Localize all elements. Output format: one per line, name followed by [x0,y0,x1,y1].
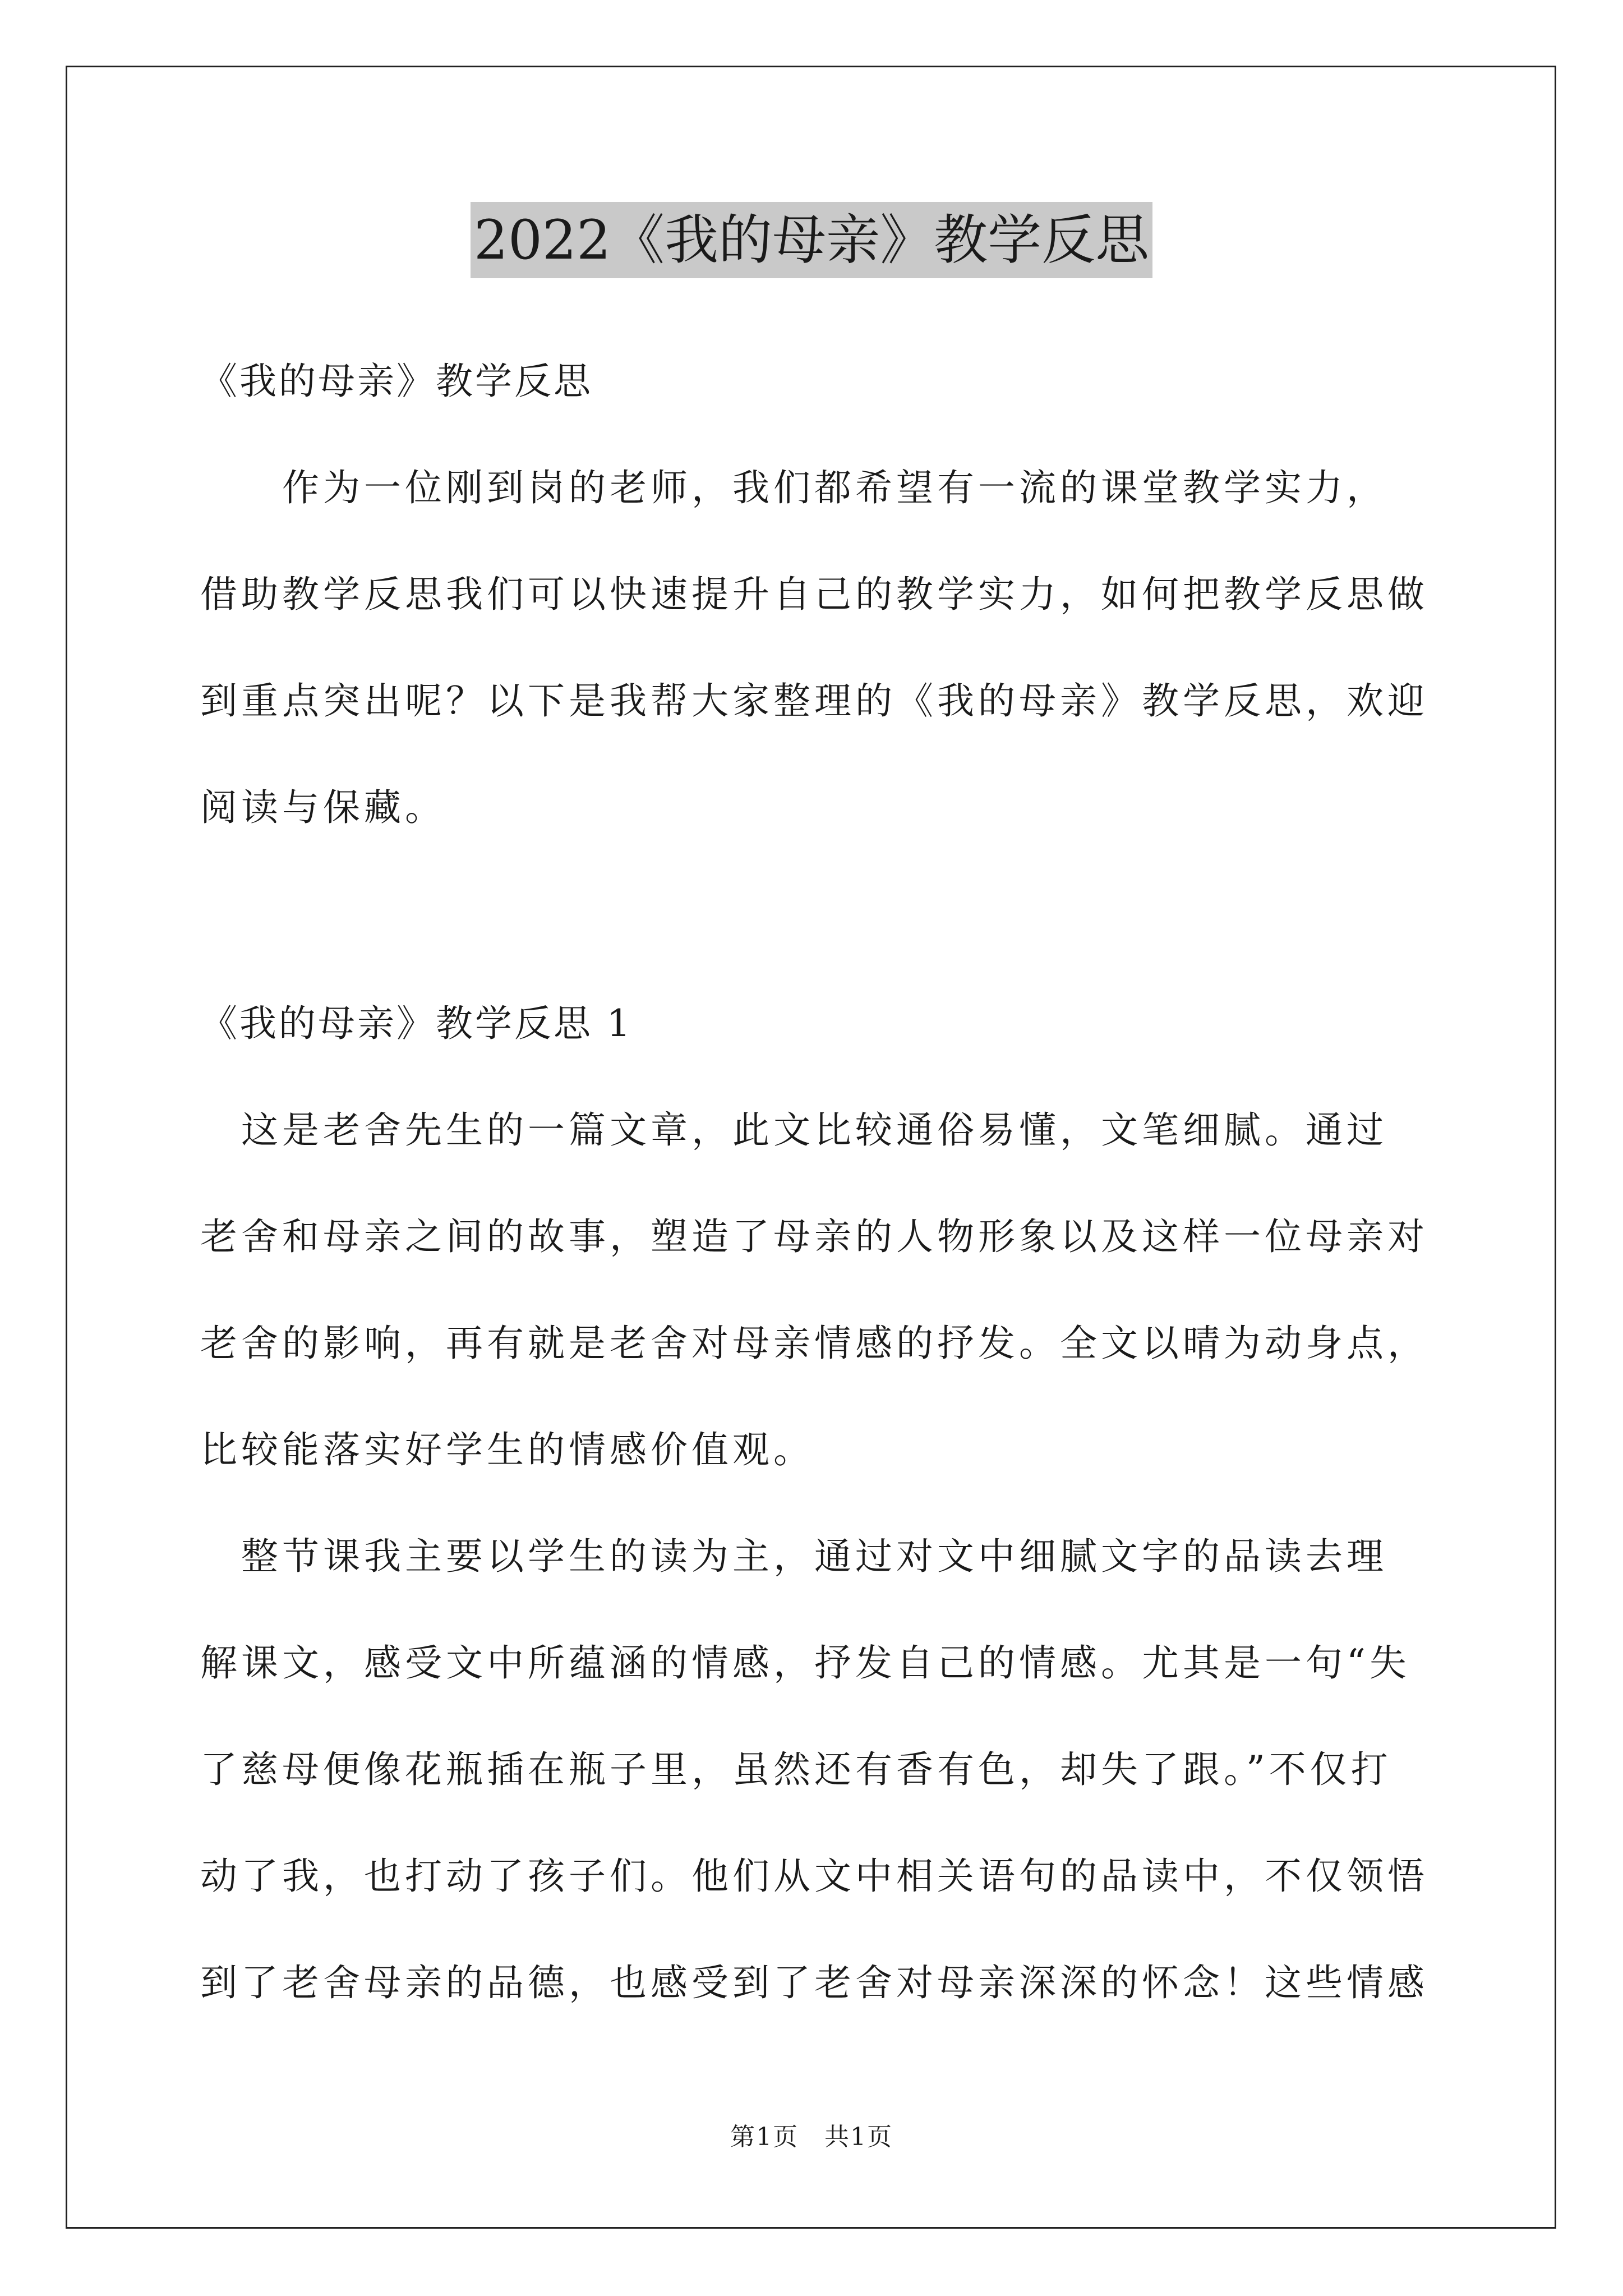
paragraph-line: 整节课我主要以学生的读为主，通过对文中细腻文字的品读去理 [200,1535,1387,1578]
document-title: 2022《我的母亲》教学反思 [471,202,1152,278]
title-container [0,202,1623,278]
intro-line: 到重点突出呢？以下是我帮大家整理的《我的母亲》教学反思，欢迎 [200,679,1428,723]
paragraph-line: 这是老舍先生的一篇文章，此文比较通俗易懂，文笔细腻。通过 [200,1108,1387,1152]
subsection-heading: 《我的母亲》教学反思 1 [200,1002,633,1045]
intro-line: 作为一位刚到岗的老师，我们都希望有一流的课堂教学实力， [200,466,1387,509]
paragraph-line: 老舍和母亲之间的故事，塑造了母亲的人物形象以及这样一位母亲对 [200,1215,1428,1258]
intro-line: 阅读与保藏。 [200,786,446,829]
paragraph-line: 比较能落实好学生的情感价值观。 [200,1428,814,1471]
section-heading: 《我的母亲》教学反思 [200,360,593,403]
paragraph-line: 动了我，也打动了孩子们。他们从文中相关语句的品读中，不仅领悟 [200,1855,1428,1898]
paragraph-line: 解课文，感受文中所蕴涵的情感，抒发自己的情感。尤其是一句“失 [200,1641,1410,1685]
intro-line: 借助教学反思我们可以快速提升自己的教学实力，如何把教学反思做 [200,573,1428,616]
page-footer: 第1页 共1页 [730,2123,893,2151]
paragraph-line: 了慈母便像花瓶插在瓶子里，虽然还有香有色，却失了跟。”不仅打 [200,1748,1392,1791]
paragraph-line: 到了老舍母亲的品德，也感受到了老舍对母亲深深的怀念！这些情感 [200,1961,1428,2004]
paragraph-line: 老舍的影响，再有就是老舍对母亲情感的抒发。全文以晴为动身点， [200,1322,1428,1365]
paragraph-2 [200,1503,1434,2036]
paragraph-1 [200,1077,1434,1503]
intro-paragraph [200,435,1434,861]
